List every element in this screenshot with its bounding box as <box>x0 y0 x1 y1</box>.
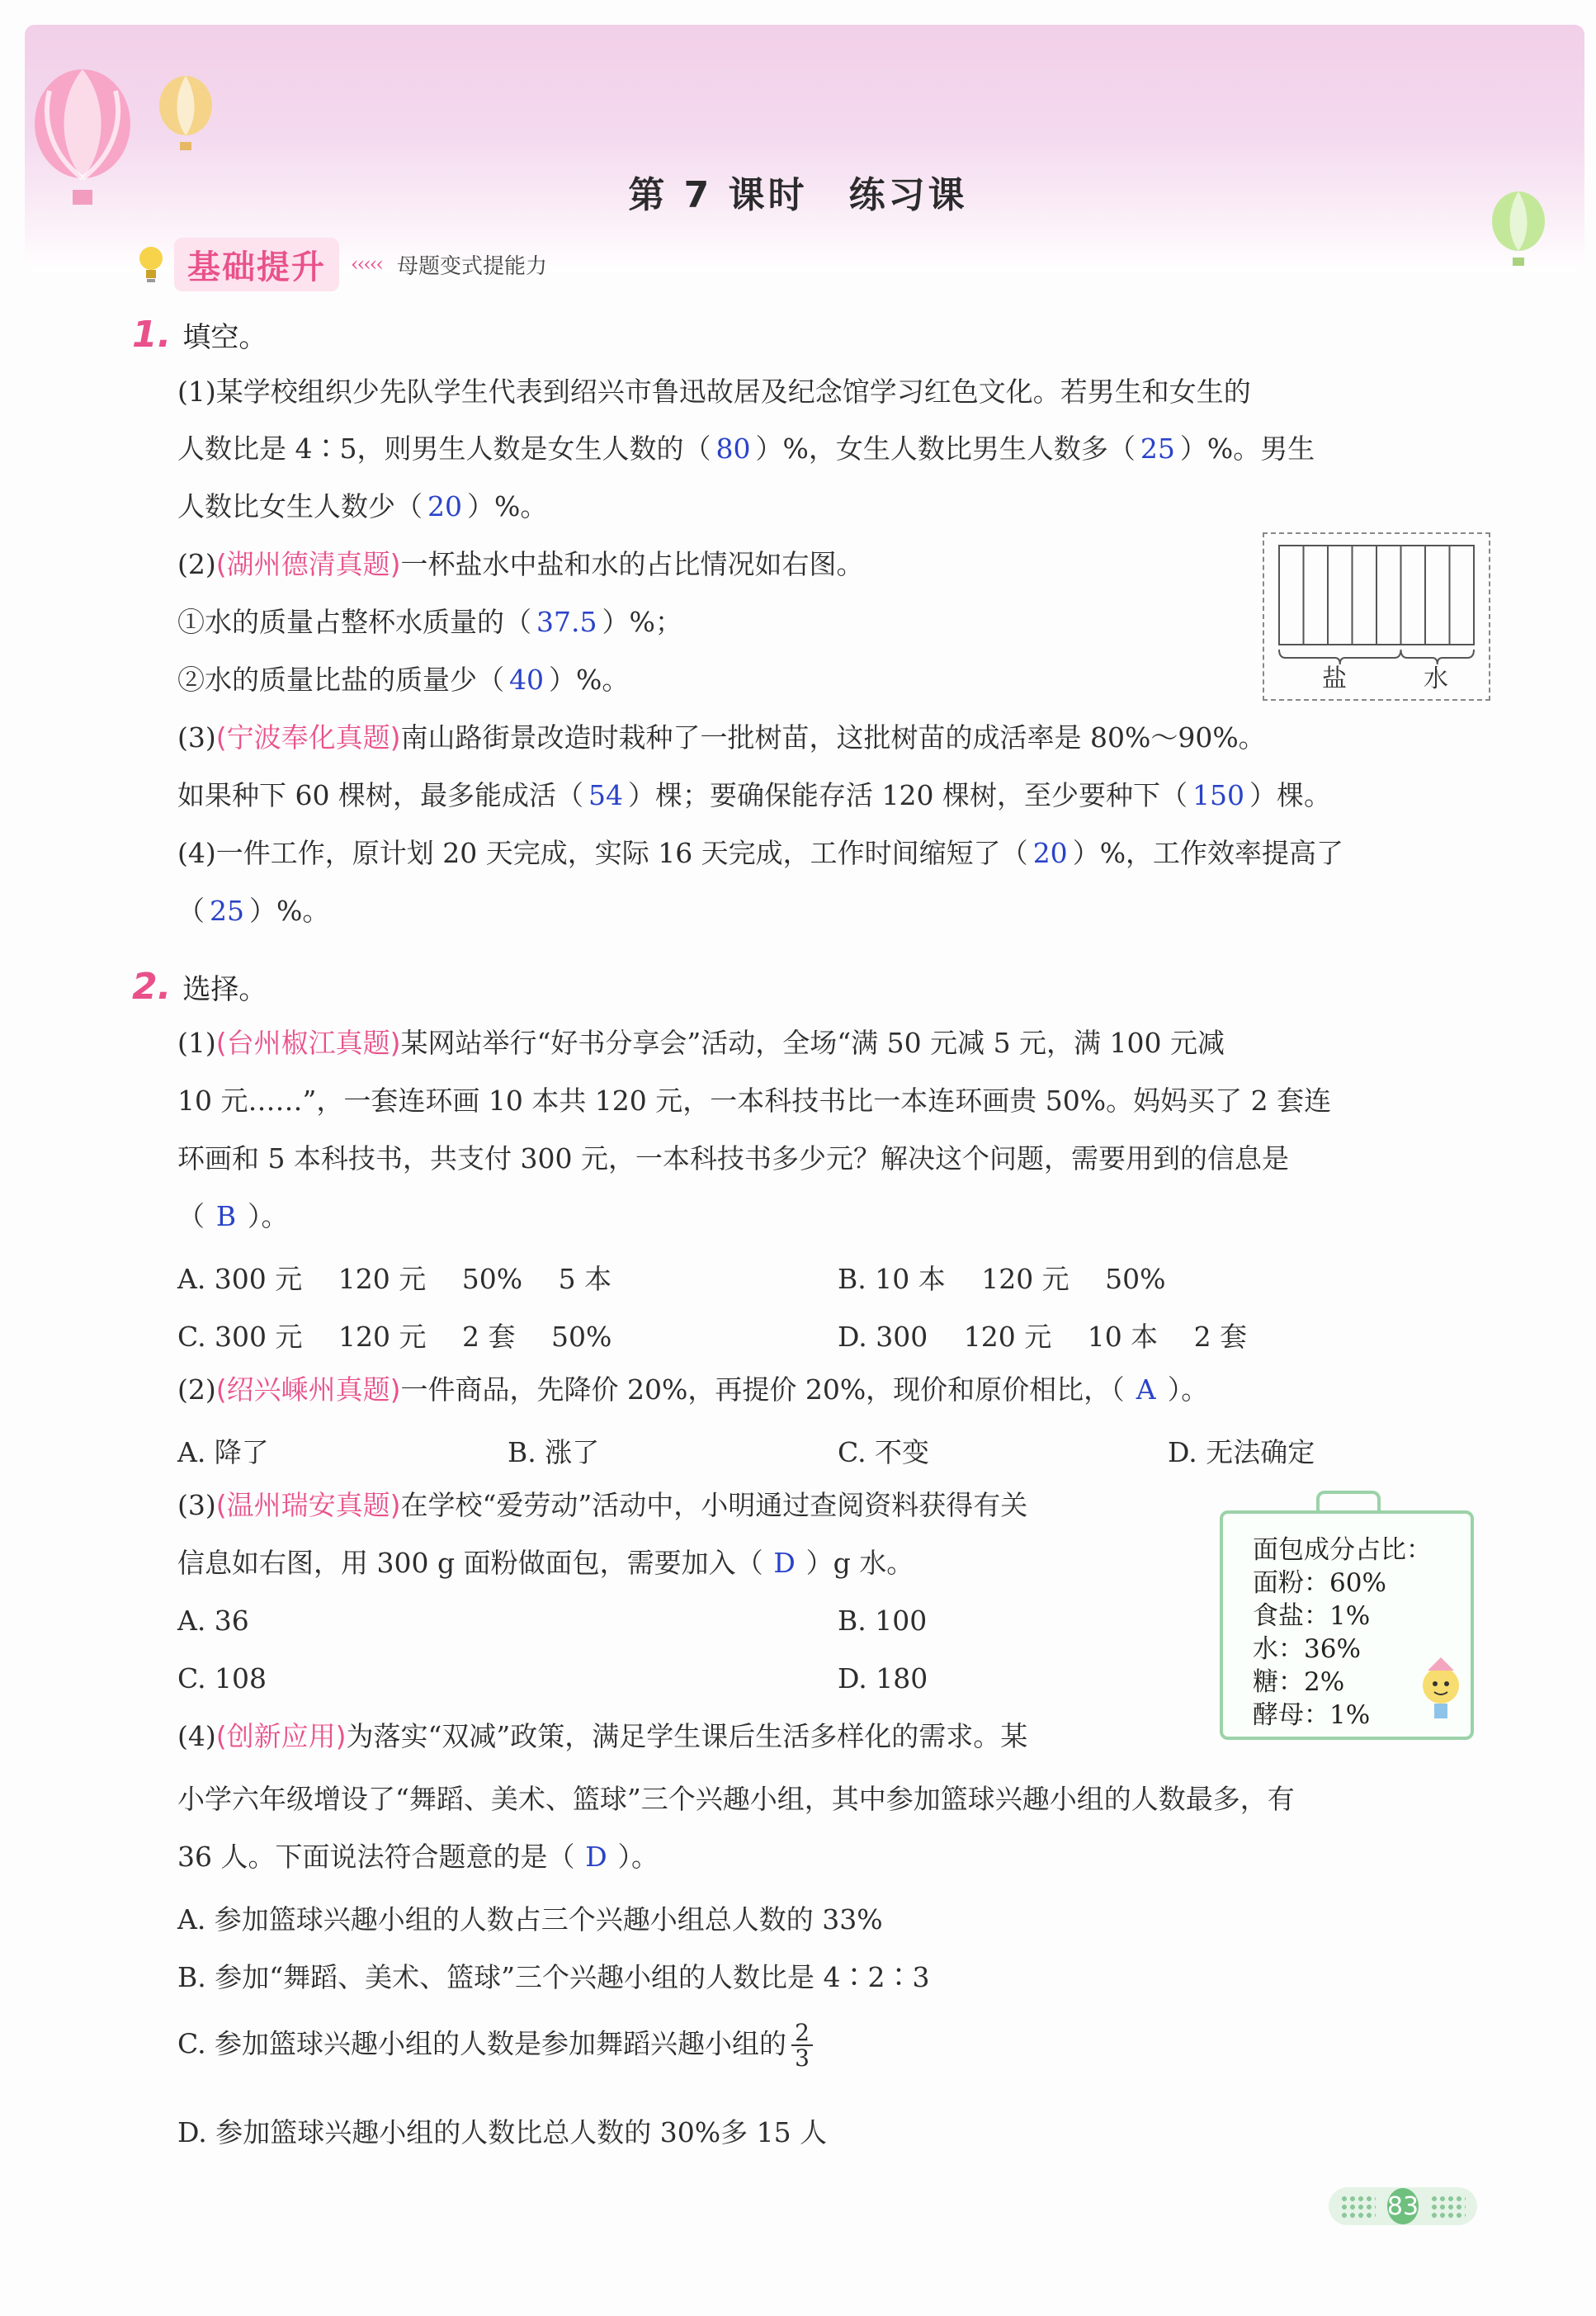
q2-3-option-b: B. 100 <box>838 1605 928 1637</box>
q2-1-option-a: A. 300 元 120 元 50% 5 本 <box>177 1263 612 1295</box>
q2-3-option-a: A. 36 <box>177 1605 249 1637</box>
text: 为落实“双减”政策，满足学生课后生活多样化的需求。某 <box>346 1720 1028 1752</box>
text: 人数比女生人数少（ <box>177 490 423 522</box>
q2-4-line2: 小学六年级增设了“舞蹈、美术、篮球”三个兴趣小组，其中参加篮球兴趣小组的人数最多，有 <box>177 1783 1295 1815</box>
pencil-mascot-icon <box>1416 1657 1466 1723</box>
question-1-heading <box>132 314 267 356</box>
text: (4)一件工作，原计划 20 天完成，实际 16 天完成，工作时间缩短了（ <box>177 837 1028 869</box>
answer: 25 <box>1140 432 1175 465</box>
answer: B <box>215 1200 237 1232</box>
salt-water-diagram <box>1263 532 1490 701</box>
answer: D <box>773 1547 796 1579</box>
q2-4-line1 <box>177 1720 1027 1753</box>
text: ①水的质量占整杯水质量的（ <box>177 606 531 638</box>
q2-2-line1 <box>177 1373 1208 1406</box>
q2-2-option-b: B. 涨了 <box>508 1436 600 1468</box>
text: (4) <box>177 1720 216 1752</box>
answer: 80 <box>715 432 751 465</box>
q1-1-line2 <box>177 432 1315 466</box>
q1-2-line2 <box>177 606 682 639</box>
text: 一件商品，先降价 20%，再提价 20%，现价和原价相比，（ <box>400 1373 1125 1406</box>
answer: 25 <box>210 895 244 927</box>
q1-2-line1 <box>177 548 864 581</box>
text: 某网站举行“好书分享会”活动，全场“满 50 元减 5 元，满 100 元减 <box>400 1027 1225 1059</box>
text: ）%。男生 <box>1179 432 1315 465</box>
q2-2-option-c: C. 不变 <box>838 1436 930 1468</box>
text: 在学校“爱劳动”活动中，小明通过查阅资料获得有关 <box>400 1489 1028 1521</box>
question-number: 1. <box>132 314 172 356</box>
answer: 20 <box>1032 837 1068 869</box>
bar-model <box>1264 534 1489 699</box>
board-row-yeast: 酵母：1% <box>1253 1700 1371 1730</box>
q2-4-option-d: D. 参加篮球兴趣小组的人数比总人数的 30%多 15 人 <box>177 2116 828 2148</box>
answer: 20 <box>427 490 462 522</box>
question-label: 填空。 <box>182 321 267 354</box>
q2-3-line1 <box>177 1489 1027 1522</box>
question-2-heading <box>132 966 267 1008</box>
text: (3) <box>177 721 216 754</box>
board-row-salt: 食盐：1% <box>1253 1601 1371 1631</box>
dot-grid-icon <box>1430 2195 1466 2218</box>
q2-4-line3 <box>177 1841 659 1874</box>
page-title <box>0 165 1596 218</box>
text: 人数比是 4∶5，则男生人数是女生人数的（ <box>177 432 711 465</box>
board-row-flour: 面粉：60% <box>1253 1568 1386 1598</box>
question-label: 选择。 <box>182 973 267 1006</box>
q2-1-option-b: B. 10 本 120 元 50% <box>838 1263 1166 1295</box>
q2-2-option-a: A. 降了 <box>177 1436 269 1468</box>
answer: A <box>1136 1373 1156 1406</box>
answer: 54 <box>588 779 623 811</box>
text: ）%。 <box>467 490 548 522</box>
text: ）。 <box>617 1841 659 1873</box>
text: ）%，女生人数比男生人数多（ <box>755 432 1136 465</box>
text: ）g 水。 <box>805 1547 914 1579</box>
diagram-water-label: 水 <box>1424 664 1448 693</box>
q1-4-line2 <box>177 895 329 928</box>
diagram-salt-label: 盐 <box>1322 664 1347 693</box>
lesson-number: 第 7 课时 <box>628 174 808 216</box>
source-tag: (宁波奉化真题) <box>215 721 401 754</box>
chevron-icon: ‹‹‹‹‹ <box>351 253 382 276</box>
dot-grid-icon <box>1340 2195 1376 2218</box>
text: ）%； <box>602 606 682 638</box>
small-balloon-icon <box>153 74 219 157</box>
page-number: 83 <box>1387 2188 1419 2224</box>
text: ）。 <box>1167 1373 1209 1406</box>
q2-3-line2 <box>177 1547 914 1580</box>
q2-1-line3: 环画和 5 本科技书，共支付 300 元，一本科技书多少元？解决这个问题，需要用到的信息是 <box>177 1142 1289 1175</box>
question-number: 2. <box>132 966 172 1008</box>
text: ）%。 <box>549 664 630 696</box>
text: （ <box>177 895 205 927</box>
source-tag: (温州瑞安真题) <box>215 1489 401 1521</box>
text: C. 参加篮球兴趣小组的人数是参加舞蹈兴趣小组的 <box>177 2027 787 2060</box>
text: ）棵；要确保能存活 120 棵树，至少要种下（ <box>627 779 1188 811</box>
board-row-water: 水：36% <box>1253 1634 1361 1664</box>
q2-4-option-a: A. 参加篮球兴趣小组的人数占三个兴趣小组总人数的 33% <box>177 1903 883 1936</box>
source-tag: (绍兴嵊州真题) <box>215 1373 401 1406</box>
source-tag: (台州椒江真题) <box>215 1027 401 1059</box>
q2-4-option-c <box>177 2021 813 2071</box>
text: (2) <box>177 548 216 580</box>
q1-3-line2 <box>177 779 1331 812</box>
text: 一杯盐水中盐和水的占比情况如右图。 <box>400 548 864 580</box>
header-banner <box>25 25 1584 272</box>
text: 南山路街景改造时栽种了一批树苗，这批树苗的成活率是 80%～90%。 <box>400 721 1266 754</box>
q2-4-option-b: B. 参加“舞蹈、美术、篮球”三个兴趣小组的人数比是 4∶2∶3 <box>177 1961 930 1993</box>
numerator: 2 <box>791 2021 813 2046</box>
answer: D <box>585 1841 607 1873</box>
source-tag: (湖州德清真题) <box>215 548 401 580</box>
text: 36 人。下面说法符合题意的是（ <box>177 1841 575 1873</box>
board-row-sugar: 糖：2% <box>1253 1667 1345 1697</box>
source-tag: (创新应用) <box>215 1720 347 1752</box>
page-number-badge <box>1329 2187 1477 2225</box>
text: (2) <box>177 1373 216 1406</box>
q2-2-option-d: D. 无法确定 <box>1168 1436 1315 1468</box>
text: (3) <box>177 1489 216 1521</box>
q1-1-line1: (1)某学校组织少先队学生代表到绍兴市鲁迅故居及纪念馆学习红色文化。若男生和女生的 <box>177 376 1251 408</box>
lightbulb-icon <box>136 243 166 285</box>
text: （ <box>177 1200 205 1232</box>
fraction <box>791 2021 813 2071</box>
text: ）。 <box>248 1200 289 1232</box>
section-subtitle: 母题变式提能力 <box>397 253 548 279</box>
section-header <box>136 238 547 291</box>
answer: 37.5 <box>536 606 597 638</box>
q2-3-option-d: D. 180 <box>838 1662 928 1694</box>
section-label: 基础提升 <box>174 238 339 291</box>
q2-1-option-d: D. 300 120 元 10 本 2 套 <box>838 1321 1248 1353</box>
answer: 150 <box>1192 779 1244 811</box>
board-title: 面包成分占比： <box>1253 1535 1432 1565</box>
text: (1) <box>177 1027 216 1059</box>
q1-2-line3 <box>177 664 629 697</box>
text: ）%，工作效率提高了 <box>1072 837 1344 869</box>
text: 如果种下 60 棵树，最多能成活（ <box>177 779 583 811</box>
text: ）%。 <box>249 895 330 927</box>
q1-1-line3 <box>177 490 547 523</box>
q2-1-line1 <box>177 1027 1225 1060</box>
q2-1-line2: 10 元……”，一套连环画 10 本共 120 元，一本科技书比一本连环画贵 50%。妈妈买了 2 套连 <box>177 1085 1332 1117</box>
answer: 40 <box>509 664 544 696</box>
q1-3-line1 <box>177 721 1266 754</box>
q2-1-option-c: C. 300 元 120 元 2 套 50% <box>177 1321 612 1353</box>
q2-3-option-c: C. 108 <box>177 1662 267 1694</box>
text: 信息如右图，用 300 g 面粉做面包，需要加入（ <box>177 1547 763 1579</box>
text: ）棵。 <box>1249 779 1331 811</box>
q1-4-line1 <box>177 837 1343 870</box>
q2-1-line4 <box>177 1200 289 1233</box>
text: ②水的质量比盐的质量少（ <box>177 664 504 696</box>
bread-ingredients-board <box>1220 1510 1474 1740</box>
lesson-name: 练习课 <box>848 174 968 216</box>
denominator: 3 <box>795 2044 810 2073</box>
